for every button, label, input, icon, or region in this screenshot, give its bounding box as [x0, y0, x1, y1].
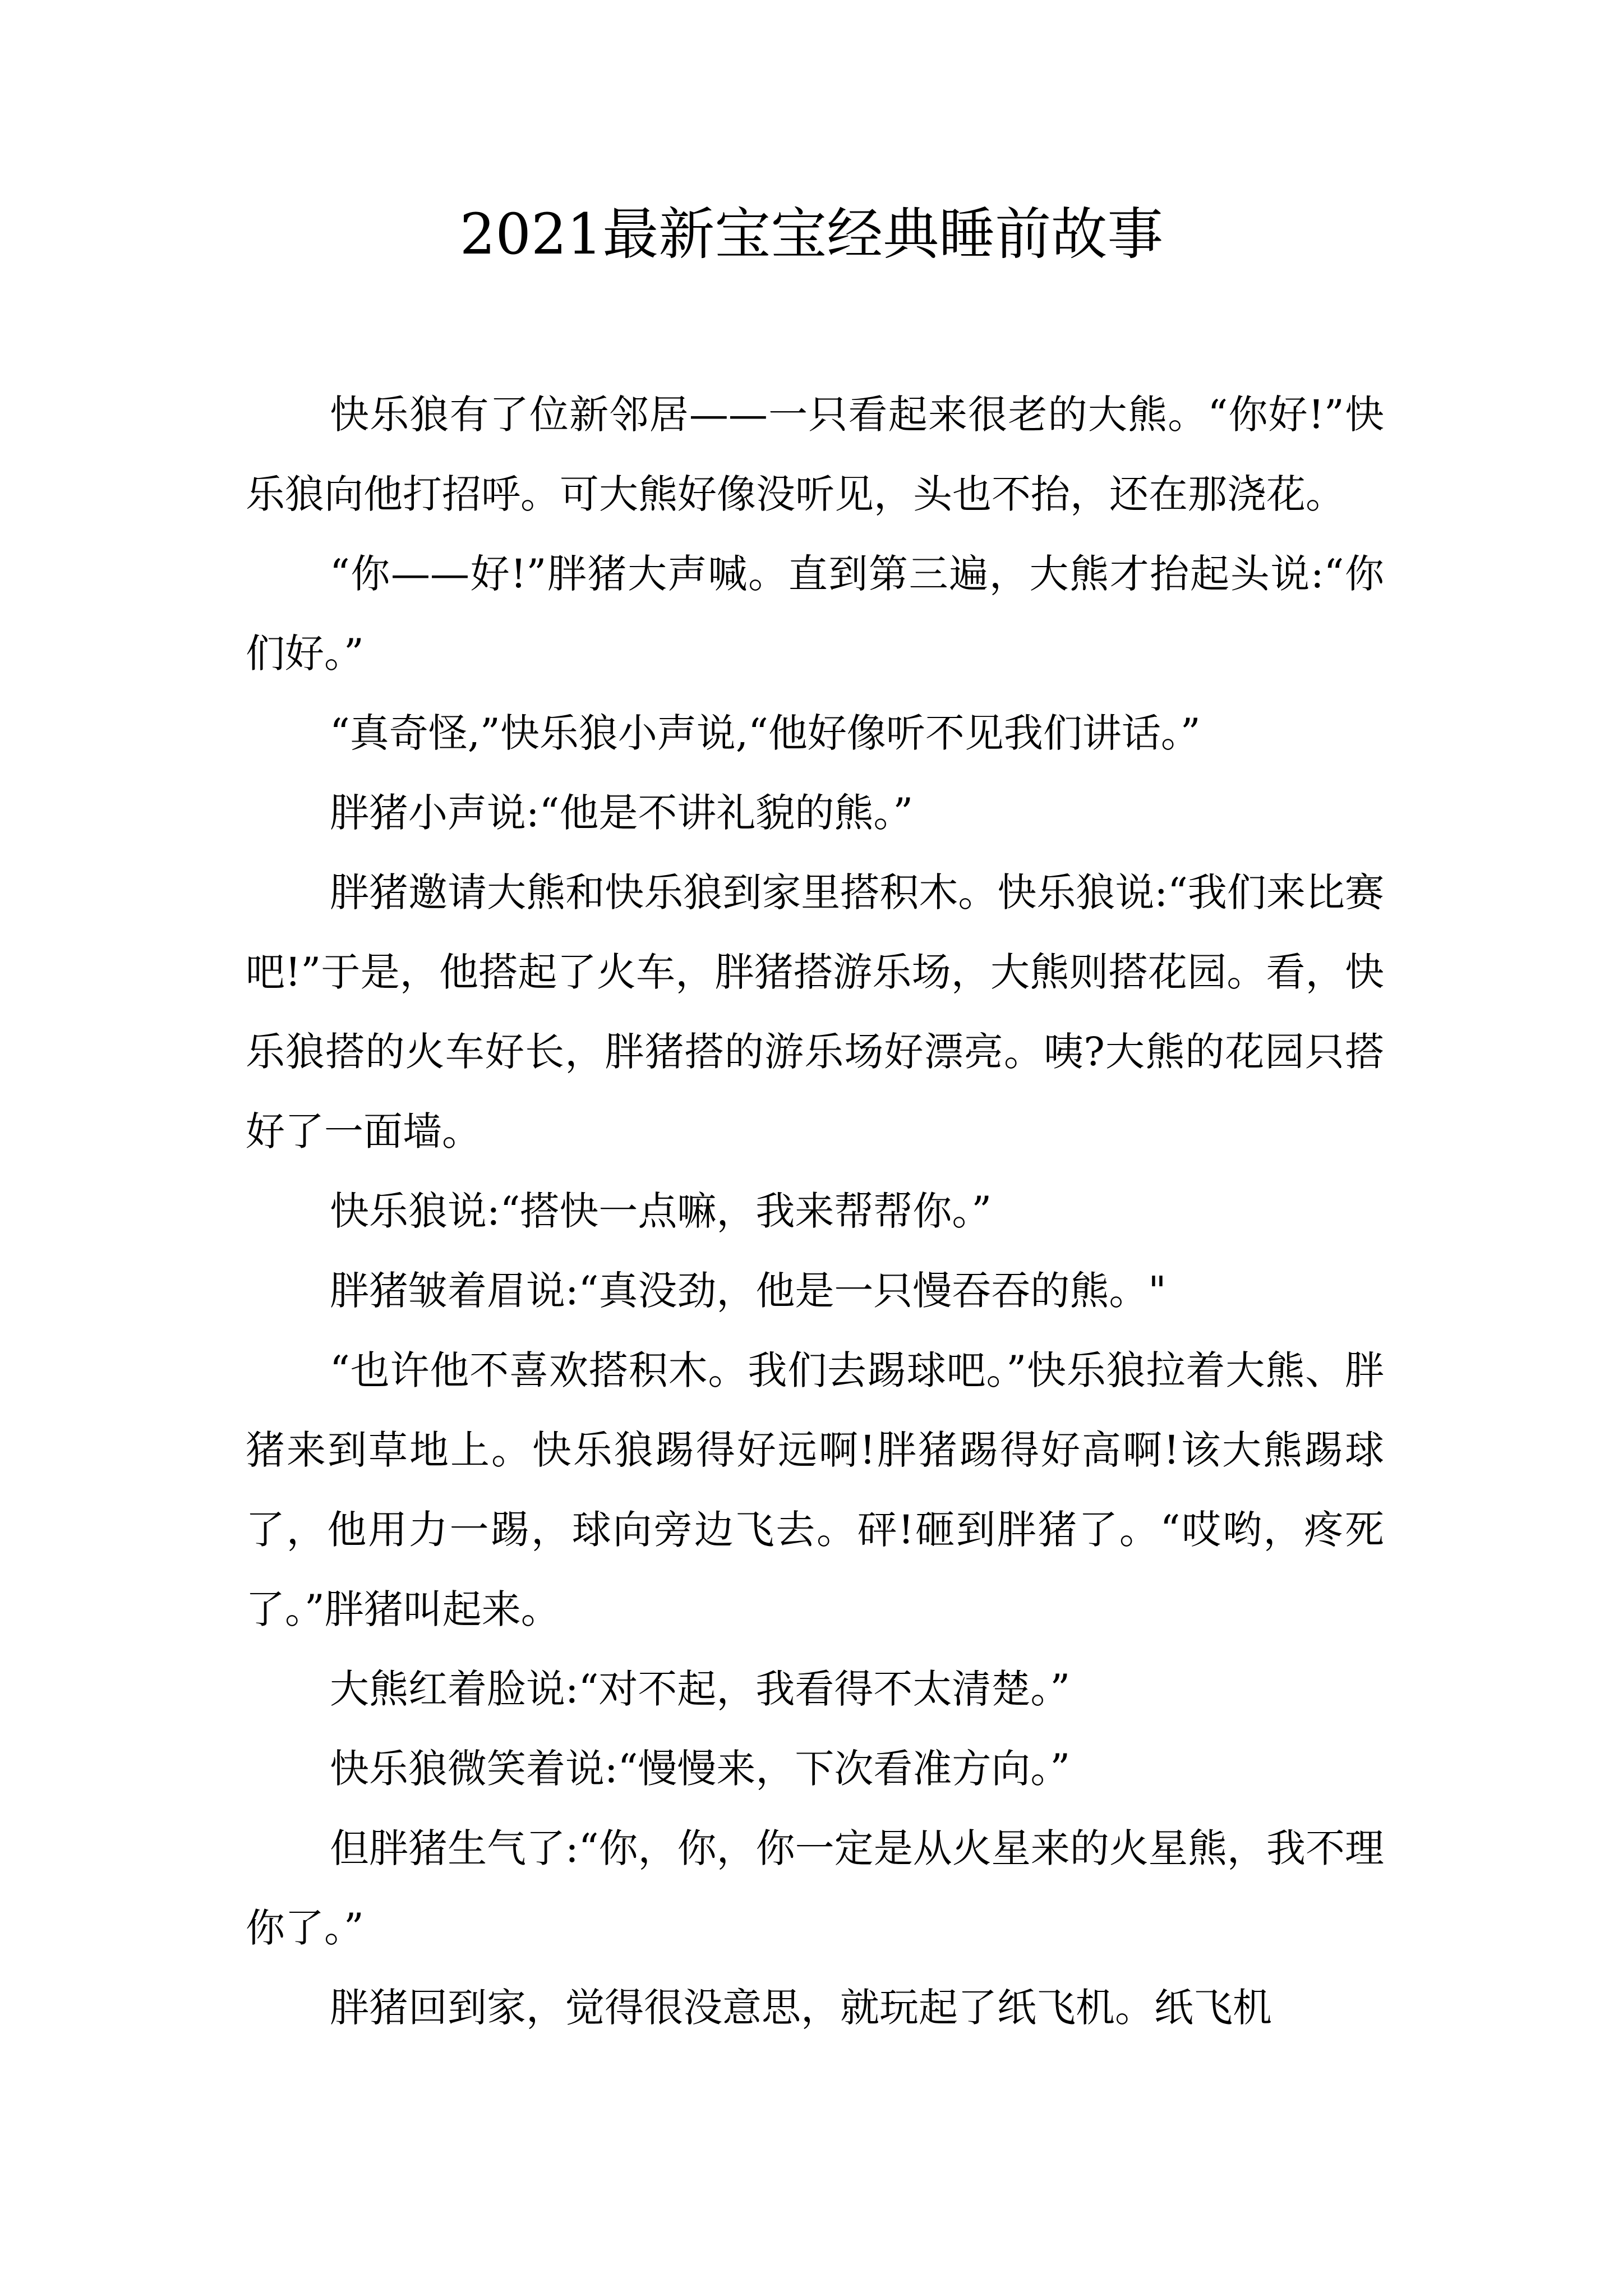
paragraph: 快乐狼有了位新邻居——一只看起来很老的大熊。“你好!”快乐狼向他打招呼。可大熊好像没听见，头也不抬，还在那浇花。: [246, 392, 1384, 517]
document-title: 2021最新宝宝经典睡前故事: [459, 201, 1164, 267]
paragraph: 快乐狼说:“搭快一点嘛，我来帮帮你。”: [330, 1188, 992, 1234]
paragraph: 大熊红着脸说:“对不起，我看得不太清楚。”: [330, 1666, 1071, 1712]
paragraph: 快乐狼微笑着说:“慢慢来，下次看准方向。”: [330, 1746, 1071, 1792]
paragraph: 胖猪小声说:“他是不讲礼貌的熊。”: [330, 790, 914, 836]
document-body: [246, 375, 1384, 2047]
paragraph: 但胖猪生气了:“你，你，你一定是从火星来的火星熊，我不理你了。”: [246, 1825, 1384, 1951]
paragraph: 胖猪皱着眉说:“真没劲，他是一只慢吞吞的熊。": [330, 1268, 1166, 1314]
paragraph: “也许他不喜欢搭积木。我们去踢球吧。”快乐狼拉着大熊、胖猪来到草地上。快乐狼踢得好远啊!胖猪踢得好高啊!该大熊踢球了，他用力一踢，球向旁边飞去。砰!砸到胖猪了。“哎哟，疼死了。”胖猪叫起来。: [246, 1347, 1384, 1632]
paragraph: “真奇怪,”快乐狼小声说,“他好像听不见我们讲话。”: [330, 710, 1201, 756]
paragraph: “你——好!”胖猪大声喊。直到第三遍，大熊才抬起头说:“你们好。”: [246, 551, 1384, 677]
paragraph: 胖猪邀请大熊和快乐狼到家里搭积木。快乐狼说:“我们来比赛吧!”于是，他搭起了火车，胖猪搭游乐场，大熊则搭花园。看，快乐狼搭的火车好长，胖猪搭的游乐场好漂亮。咦?大熊的花园只搭好了一面墙。: [246, 869, 1384, 1154]
paragraph: 胖猪回到家，觉得很没意思，就玩起了纸飞机。纸飞机: [330, 1985, 1272, 2031]
